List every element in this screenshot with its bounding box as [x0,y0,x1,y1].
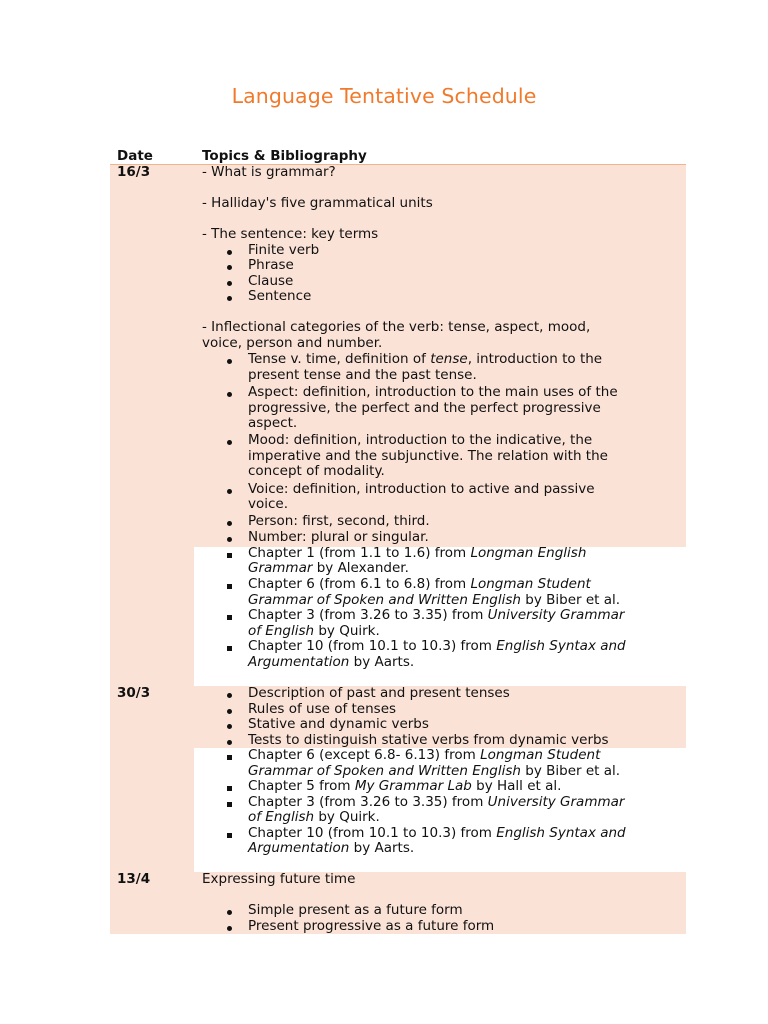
list-item: Aspect: definition, introduction to the main uses of the [248,384,618,400]
list-item-continuation: aspect. [248,415,298,431]
bibliography-item-continuation: Grammar by Alexander. [248,560,409,576]
bullet-icon [227,709,232,714]
bibliography-item: Chapter 5 from My Grammar Lab by Hall et al. [248,778,562,794]
topic-line: voice, person and number. [202,335,383,351]
bullet-icon [227,910,232,915]
list-item: Tests to distinguish stative verbs from dynamic verbs [248,732,609,748]
list-item: Tense v. time, definition of tense, introduction to the [248,351,603,367]
bibliography-item-continuation: of English by Quirk. [248,623,380,639]
list-item: Person: first, second, third. [248,513,430,529]
square-bullet-icon [227,833,232,838]
bibliography-item: Chapter 6 (from 6.1 to 6.8) from Longman Student [248,576,591,592]
list-item: Present progressive as a future form [248,918,495,934]
bullet-icon [227,489,232,494]
list-item-continuation: concept of modality. [248,463,385,479]
row-date: 13/4 [117,871,151,887]
bibliography-item: Chapter 1 (from 1.1 to 1.6) from Longman English [248,545,587,561]
list-item: Mood: definition, introduction to the indicative, the [248,432,593,448]
list-item: Clause [248,273,294,289]
bibliography-item: Chapter 10 (from 10.1 to 10.3) from English Syntax and [248,638,626,654]
topic-line: - Halliday's five grammatical units [202,195,433,211]
row-16-3-date-cell [110,165,194,934]
square-bullet-icon [227,584,232,589]
bullet-icon [227,521,232,526]
topic-line: - Inflectional categories of the verb: tense, aspect, mood, [202,319,591,335]
square-bullet-icon [227,786,232,791]
list-item-continuation: progressive, the perfect and the perfect progressive [248,400,601,416]
bibliography-item-continuation: Argumentation by Aarts. [248,840,415,856]
document-title: Language Tentative Schedule [231,84,537,108]
list-item-continuation: present tense and the past tense. [248,367,477,383]
bibliography-item: Chapter 6 (except 6.8- 6.13) from Longman Student [248,747,601,763]
square-bullet-icon [227,755,232,760]
bullet-icon [227,693,232,698]
list-item: Simple present as a future form [248,902,463,918]
list-item: Voice: definition, introduction to active and passive [248,481,595,497]
list-item: Number: plural or singular. [248,529,429,545]
list-item: Rules of use of tenses [248,701,397,717]
column-header-topics: Topics & Bibliography [202,148,367,164]
square-bullet-icon [227,802,232,807]
list-item: Phrase [248,257,294,273]
bullet-icon [227,296,232,301]
bullet-icon [227,250,232,255]
bibliography-item: Chapter 3 (from 3.26 to 3.35) from University Grammar [248,607,625,623]
bullet-icon [227,281,232,286]
row-date: 16/3 [117,164,151,180]
bullet-icon [227,740,232,745]
bullet-icon [227,265,232,270]
square-bullet-icon [227,646,232,651]
bullet-icon [227,392,232,397]
bullet-icon [227,440,232,445]
list-item-continuation: imperative and the subjunctive. The relation with the [248,448,608,464]
square-bullet-icon [227,615,232,620]
bibliography-item-continuation: Argumentation by Aarts. [248,654,415,670]
column-header-date: Date [117,148,153,164]
topic-line: - What is grammar? [202,164,336,180]
bibliography-item-continuation: of English by Quirk. [248,809,380,825]
bullet-icon [227,537,232,542]
list-item: Finite verb [248,242,320,258]
topic-line: Expressing future time [202,871,356,887]
bibliography-item: Chapter 10 (from 10.1 to 10.3) from English Syntax and [248,825,626,841]
list-item: Stative and dynamic verbs [248,716,429,732]
list-item: Sentence [248,288,312,304]
bibliography-item-continuation: Grammar of Spoken and Written English by Biber et al. [248,763,621,779]
bibliography-item-continuation: Grammar of Spoken and Written English by Biber et al. [248,592,621,608]
bullet-icon [227,926,232,931]
bullet-icon [227,359,232,364]
square-bullet-icon [227,553,232,558]
bibliography-item: Chapter 3 (from 3.26 to 3.35) from University Grammar [248,794,625,810]
list-item-continuation: voice. [248,496,289,512]
topic-line: - The sentence: key terms [202,226,379,242]
bullet-icon [227,724,232,729]
row-date: 30/3 [117,685,151,701]
list-item: Description of past and present tenses [248,685,510,701]
